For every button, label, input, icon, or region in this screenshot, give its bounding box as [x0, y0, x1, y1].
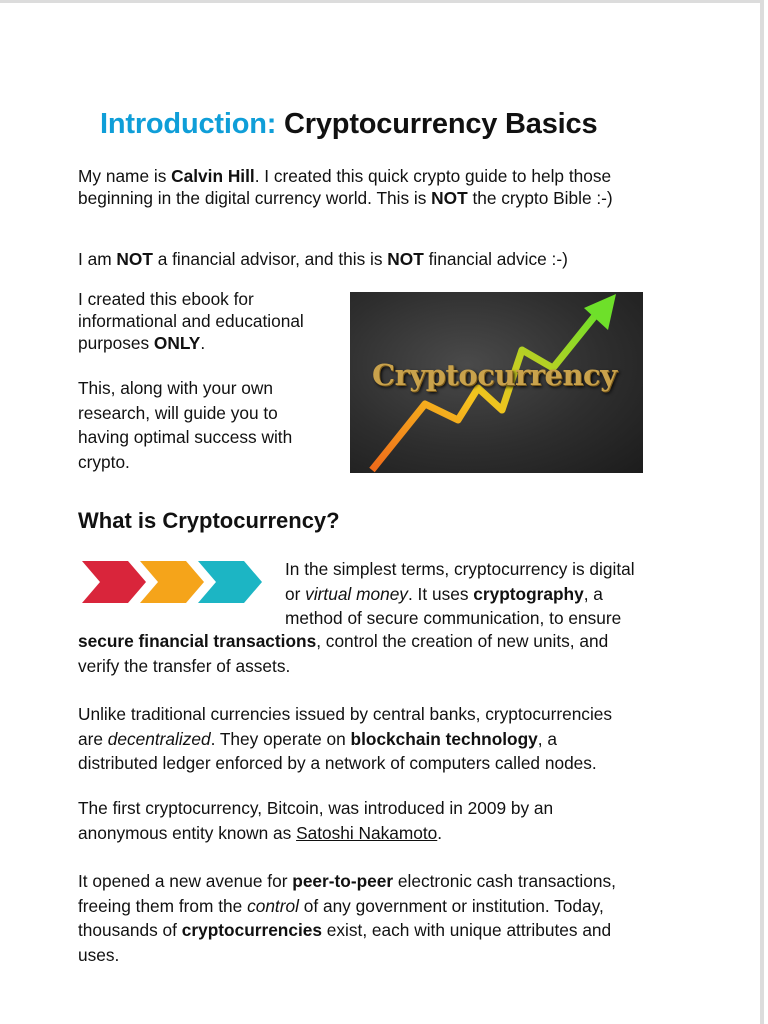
- emphasis: NOT: [116, 249, 153, 269]
- text: purposes: [78, 333, 154, 353]
- text: . It uses: [407, 583, 474, 604]
- text: It opened a new avenue for: [78, 871, 293, 891]
- italic-text: virtual money: [305, 583, 408, 604]
- bitcoin-paragraph: [78, 796, 553, 845]
- definition-paragraph-top: [285, 557, 635, 631]
- text: Unlike traditional currencies issued by central banks, cryptocurrencies: [78, 704, 613, 724]
- ebook-paragraph: [78, 288, 304, 354]
- text: method of secure communication, to ensure: [285, 608, 622, 628]
- emphasis: NOT: [387, 249, 424, 269]
- text: I created this ebook for: [78, 289, 254, 309]
- text: of any government or institution. Today,: [298, 895, 604, 916]
- text: The first cryptocurrency, Bitcoin, was introduced in 2009 by an: [78, 798, 554, 818]
- chevron-teal: [198, 561, 262, 603]
- text: , a: [537, 728, 557, 749]
- image-word: Cryptocurrency: [372, 358, 617, 392]
- emphasis: ONLY: [153, 333, 201, 353]
- text: research, will guide you to: [78, 402, 278, 423]
- title-rest: Cryptocurrency Basics: [276, 108, 598, 140]
- text: This, along with your own: [78, 378, 273, 398]
- text: electronic cash transactions,: [393, 871, 616, 891]
- text: beginning in the digital currency world. This is: [78, 188, 432, 208]
- text: .: [437, 822, 443, 843]
- section-heading: What is Cryptocurrency?: [78, 508, 340, 533]
- author-name: Calvin Hill: [171, 166, 255, 186]
- text: having optimal success with: [78, 427, 293, 447]
- text: , control the creation of new units, and: [316, 631, 609, 651]
- text: distributed ledger enforced by a network of computers called nodes.: [78, 753, 597, 773]
- emphasis: blockchain technology: [350, 728, 538, 749]
- text: are: [78, 728, 108, 749]
- emphasis: secure financial transactions: [78, 631, 317, 651]
- text: freeing them from the: [78, 895, 248, 916]
- page-title: [100, 108, 597, 141]
- chevron-orange: [140, 561, 204, 603]
- text: exist, each with unique attributes and: [322, 920, 612, 940]
- research-paragraph: [78, 376, 292, 474]
- text: financial advice :-): [423, 249, 568, 269]
- satoshi-link[interactable]: Satoshi Nakamoto: [296, 822, 438, 843]
- text: uses.: [78, 944, 120, 965]
- cryptocurrency-image: [350, 292, 643, 473]
- unlike-paragraph: [78, 702, 612, 776]
- text: informational and educational: [78, 311, 304, 331]
- text: the crypto Bible :-): [467, 188, 613, 208]
- italic-text: decentralized: [107, 728, 211, 749]
- text: . I created this quick crypto guide to help those: [254, 166, 612, 186]
- text: a financial advisor, and this is: [152, 249, 388, 269]
- text: verify the transfer of assets.: [78, 655, 291, 676]
- text: In the simplest terms, cryptocurrency is digital: [285, 559, 635, 579]
- disclaimer-paragraph: [78, 248, 568, 270]
- emphasis: peer-to-peer: [292, 871, 394, 891]
- chevron-red: [82, 561, 146, 603]
- text: .: [200, 333, 206, 353]
- text: , a: [583, 583, 603, 604]
- text: crypto.: [78, 451, 130, 472]
- intro-paragraph: [78, 165, 613, 209]
- emphasis: NOT: [431, 188, 468, 208]
- text: . They operate on: [210, 728, 351, 749]
- emphasis: cryptography: [473, 583, 584, 604]
- text: anonymous entity known as: [78, 822, 297, 843]
- text: I am: [78, 249, 117, 269]
- emphasis: cryptocurrencies: [181, 920, 322, 940]
- definition-paragraph-bottom: [78, 629, 608, 678]
- opened-paragraph: [78, 869, 616, 967]
- title-accent: Introduction:: [100, 108, 277, 140]
- text: thousands of: [78, 920, 182, 940]
- chevron-arrows-icon: [82, 561, 266, 603]
- text: or: [285, 583, 306, 604]
- text: My name is: [78, 166, 172, 186]
- italic-text: control: [247, 895, 299, 916]
